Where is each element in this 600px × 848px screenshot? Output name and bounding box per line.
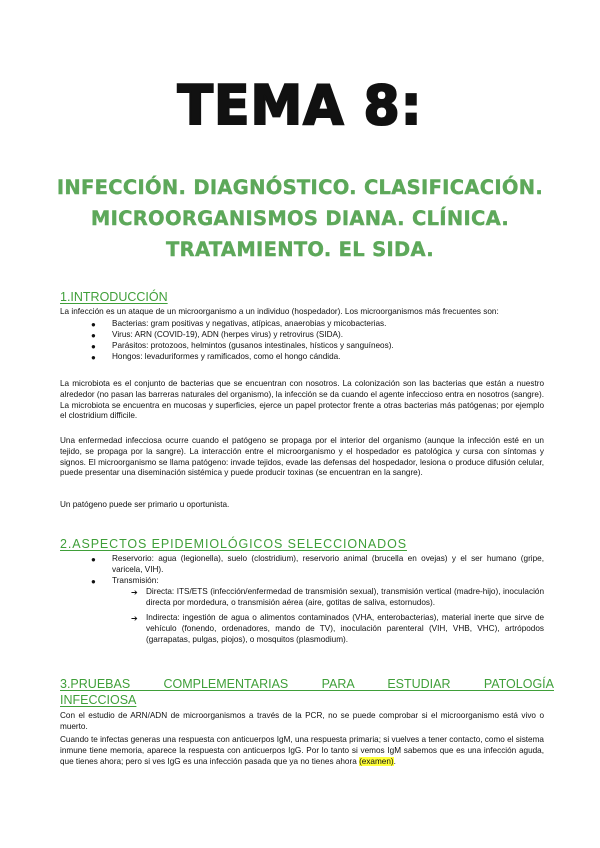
paragraph-enfermedad-infecciosa: Una enfermedad infecciosa ocurre cuando el patógeno se propaga por el interior del organismo (aunque la infección esté en un tejido, se propaga por la sangre). La interacción entre el microorganismo y el hospedador es patológica y cursa con síntomas y signos. El microorganismo se llama patógeno: invade tejidos, evade las defensas del hospedador, lesiona o produce difusión celular, puede presentar una diseminación sistémica y puede producir toxinas (se encuentran en la sangre). [60,436,544,478]
bullet-parasitos: Parásitos: protozoos, helmintos (gusanos intestinales, hísticos y sanguíneos). [112,341,394,350]
bullet-dot-icon: ● [91,320,96,329]
bullet-dot-icon: ● [91,577,96,586]
section-2-heading: 2.ASPECTOS EPIDEMIOLÓGICOS SELECCIONADOS [60,537,407,551]
arrow-right-icon: ➔ [131,614,138,623]
paragraph-end: . [393,756,396,766]
paragraph-pcr: Con el estudio de ARN/ADN de microorganismos a través de la PCR, no se puede comprobar si el microorganismo está vivo o muerto. [60,711,544,731]
bullet-bacterias: Bacterias: gram positivas y negativas, atípicas, anaerobias y micobacterias. [112,319,387,328]
paragraph-anticuerpos [60,735,544,767]
bullet-virus: Virus: ARN (COVID-19), ADN (herpes virus) y retrovirus (SIDA). [112,330,343,339]
bullet-dot-icon: ● [91,342,96,351]
bullet-dot-icon: ● [91,353,96,362]
paragraph-microbiota: La microbiota es el conjunto de bacterias que se encuentran con nosotros. La colonización son las bacterias que están a nuestro alrededor (no pasan las barreras naturales del organismo), la infección se da cuando el agente infeccioso entra en nosotros (sangre). La microbiota se encuentra en mucosas y superficies, ejerce un papel protector frente a otras bacterias más patógenas; por ejemplo el clostridium difficile. [60,379,544,421]
bullet-hongos: Hongos: levaduriformes y ramificados, como el hongo cándida. [112,352,341,361]
section-3-heading-line-2: INFECCIOSA [60,693,137,707]
section-1-intro: La infección es un ataque de un microorganismo a un individuo (hospedador). Los microorganismos más frecuentes son: [60,307,499,316]
page-title: TEMA 8: [177,74,423,138]
section-1-heading: 1.INTRODUCCIÓN [60,290,168,304]
arrow-right-icon: ➔ [131,588,138,597]
subtitle-line-1: INFECCIÓN. DIAGNÓSTICO. CLASIFICACIÓN. [56,176,544,199]
paragraph-patogeno: Un patógeno puede ser primario u oportunista. [60,500,230,509]
subtitle-line-2: MICROORGANISMOS DIANA. CLÍNICA. [90,207,510,230]
section-3-heading: 3.PRUEBAS COMPLEMENTARIAS PARA ESTUDIAR PATOLOGÍA [60,677,554,691]
bullet-dot-icon: ● [91,331,96,340]
subtitle-line-3: TRATAMIENTO. EL SIDA. [166,238,434,261]
bullet-dot-icon: ● [91,555,96,564]
sub-bullet-directa: Directa: ITS/ETS (infección/enfermedad de transmisión sexual), transmisión vertical (madre-hijo), inoculación directa por mordedura, o transmisión aérea (aire, gotitas de saliva, estornudos). [146,587,544,607]
sub-bullet-indirecta: Indirecta: ingestión de agua o alimentos contaminados (VHA, enterobacterias), material inerte que sirve de vehículo (fonendo, ordenadores, mando de TV), inoculación parenteral (VIH, VHB, VHC), artrópodos (garrapatas, pulgas, piojos), o mosquitos (plasmodium). [146,613,544,644]
paragraph-anticuerpos-text: Cuando te infectas generas una respuesta con anticuerpos IgM, una respuesta primaria; si vuelves a tener contacto, como el sistema inmune tiene memoria, aparece la respuesta con anticuerpos IgG. Por lo tanto si vemos IgM sabemos que es una infección aguda, que tienes ahora; pero si ves IgG es una infección pasada que ya no tienes ahora [60,735,544,766]
bullet-reservorio: Reservorio: agua (legionella), suelo (clostridium), reservorio animal (brucella en ovejas) y el ser humano (gripe, varicela, VIH). [112,554,544,574]
exam-highlight: (examen) [359,756,394,766]
bullet-transmision: Transmisión: [112,576,159,585]
